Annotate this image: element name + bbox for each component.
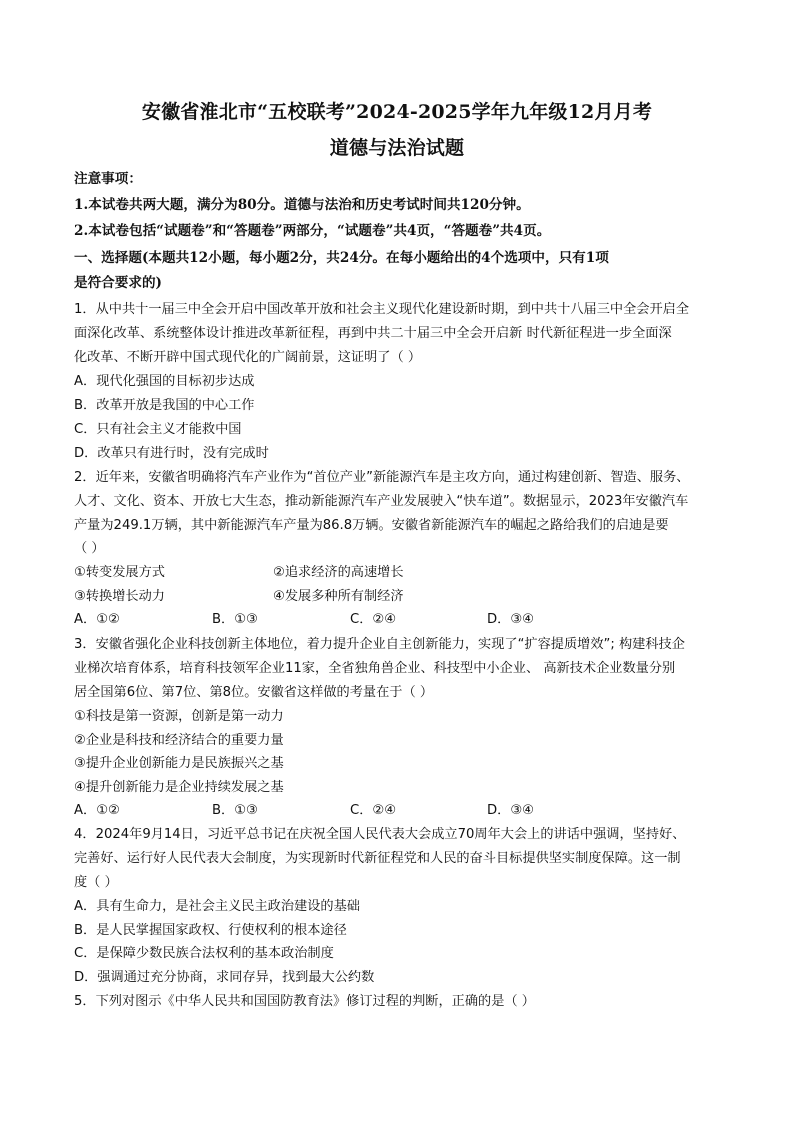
- q1-option-c: C．只有社会主义才能救中国: [74, 422, 242, 437]
- q3-choice-c: C．②④: [350, 803, 397, 818]
- q1-option-a: A．现代化强国的目标初步达成: [74, 374, 255, 389]
- exam-subject: 道德与法治试题: [329, 137, 465, 159]
- q3-item-1: ①科技是第一资源，创新是第一动力: [74, 709, 284, 724]
- section-heading-cont: 是符合要求的): [74, 275, 162, 291]
- notice-item-1: 1.本试卷共两大题，满分为80分。道德与法治和历史考试时间共120分钟。: [74, 197, 530, 213]
- notice-heading: 注意事项：: [74, 171, 142, 187]
- q3-stem-line: 居全国第6位、第7位、第8位。安徽省这样做的考量在于（ ）: [74, 685, 434, 700]
- q3-choice-d: D．③④: [487, 803, 534, 818]
- q4-option-b: B．是人民掌握国家政权、行使权利的根本途径: [74, 923, 347, 938]
- q2-choice-d: D．③④: [487, 612, 534, 627]
- q3-stem-line: 业梯次培育体系，培育科技领军企业11家，全省独角兽企业、科技型中小企业、 高新技术企业数量分别: [74, 661, 676, 676]
- q5-stem-line: 5．下列对图示《中华人民共和国国防教育法》修订过程的判断，正确的是（ ）: [74, 994, 535, 1009]
- q3-choices-row: [74, 802, 734, 820]
- q2-choice-c: C．②④: [350, 612, 397, 627]
- q3-stem-line: 3．安徽省强化企业科技创新主体地位，着力提升企业自主创新能力，实现了“扩容提质增效”; 构建科技企: [74, 637, 685, 652]
- q3-item-3: ③提升企业创新能力是民族振兴之基: [74, 756, 284, 771]
- q2-item-1: ①转变发展方式: [74, 565, 165, 580]
- exam-title: 安徽省淮北市“五校联考”2024-2025学年九年级12月月考: [141, 101, 653, 123]
- q1-stem-line: 面深化改革、系统整体设计推进改革新征程，再到中共二十届三中全会开启新 时代新征程进一步全面深: [74, 326, 672, 341]
- q2-choice-b: B．①③: [212, 612, 258, 627]
- notice-item-2: 2.本试卷包括“试题卷”和“答题卷”两部分，“试题卷”共4页，“答题卷”共4页。: [74, 223, 551, 239]
- q1-stem-line: 化改革、不断开辟中国式现代化的广阔前景，这证明了（ ）: [74, 350, 422, 365]
- q2-stem-line: 人才、文化、资本、开放七大生态，推动新能源汽车产业发展驶入“快车道”。数据显示，2023年安徽汽车: [74, 494, 689, 509]
- section-heading: 一、选择题(本题共12小题，每小题2分，共24分。在每小题给出的4个选项中，只有1项: [74, 250, 609, 266]
- q1-option-b: B．改革开放是我国的中心工作: [74, 398, 255, 413]
- q4-option-c: C．是保障少数民族合法权利的基本政治制度: [74, 946, 334, 961]
- q2-item-2: ②追求经济的高速增长: [273, 565, 404, 580]
- q2-stem-line: 产量为249.1万辆，其中新能源汽车产量为86.8万辆。安徽省新能源汽车的崛起之路给我们的启迪是要: [74, 518, 669, 533]
- q4-option-a: A．具有生命力，是社会主义民主政治建设的基础: [74, 899, 360, 914]
- q2-item-4: ④发展多种所有制经济: [273, 589, 404, 604]
- q2-choices-row: [74, 611, 734, 629]
- q3-item-2: ②企业是科技和经济结合的重要力量: [74, 733, 284, 748]
- q4-stem-line: 4．2024年9月14日，习近平总书记在庆祝全国人民代表大会成立70周年大会上的讲话中强调，坚持好、: [74, 827, 686, 842]
- q2-stem-line: （ ）: [74, 541, 105, 556]
- q2-item-3: ③转换增长动力: [74, 589, 165, 604]
- q2-items-row: [74, 588, 734, 606]
- q2-items-row: [74, 564, 734, 582]
- q2-stem-line: 2．近年来，安徽省明确将汽车产业作为“首位产业”新能源汽车是主攻方向，通过构建创新、智造、服务、: [74, 470, 690, 485]
- q2-choice-a: A．①②: [74, 612, 120, 627]
- q1-option-d: D．改革只有进行时，没有完成时: [74, 446, 269, 461]
- q3-choice-a: A．①②: [74, 803, 120, 818]
- q4-stem-line: 度（ ）: [74, 875, 118, 890]
- q4-option-d: D．强调通过充分协商，求同存异，找到最大公约数: [74, 970, 375, 985]
- q1-stem-line: 1．从中共十一届三中全会开启中国改革开放和社会主义现代化建设新时期，到中共十八届三中全会开启全: [74, 302, 690, 317]
- q3-item-4: ④提升创新能力是企业持续发展之基: [74, 780, 284, 795]
- q4-stem-line: 完善好、运行好人民代表大会制度，为实现新时代新征程党和人民的奋斗目标提供坚实制度保障。这一制: [74, 851, 681, 866]
- q3-choice-b: B．①③: [212, 803, 258, 818]
